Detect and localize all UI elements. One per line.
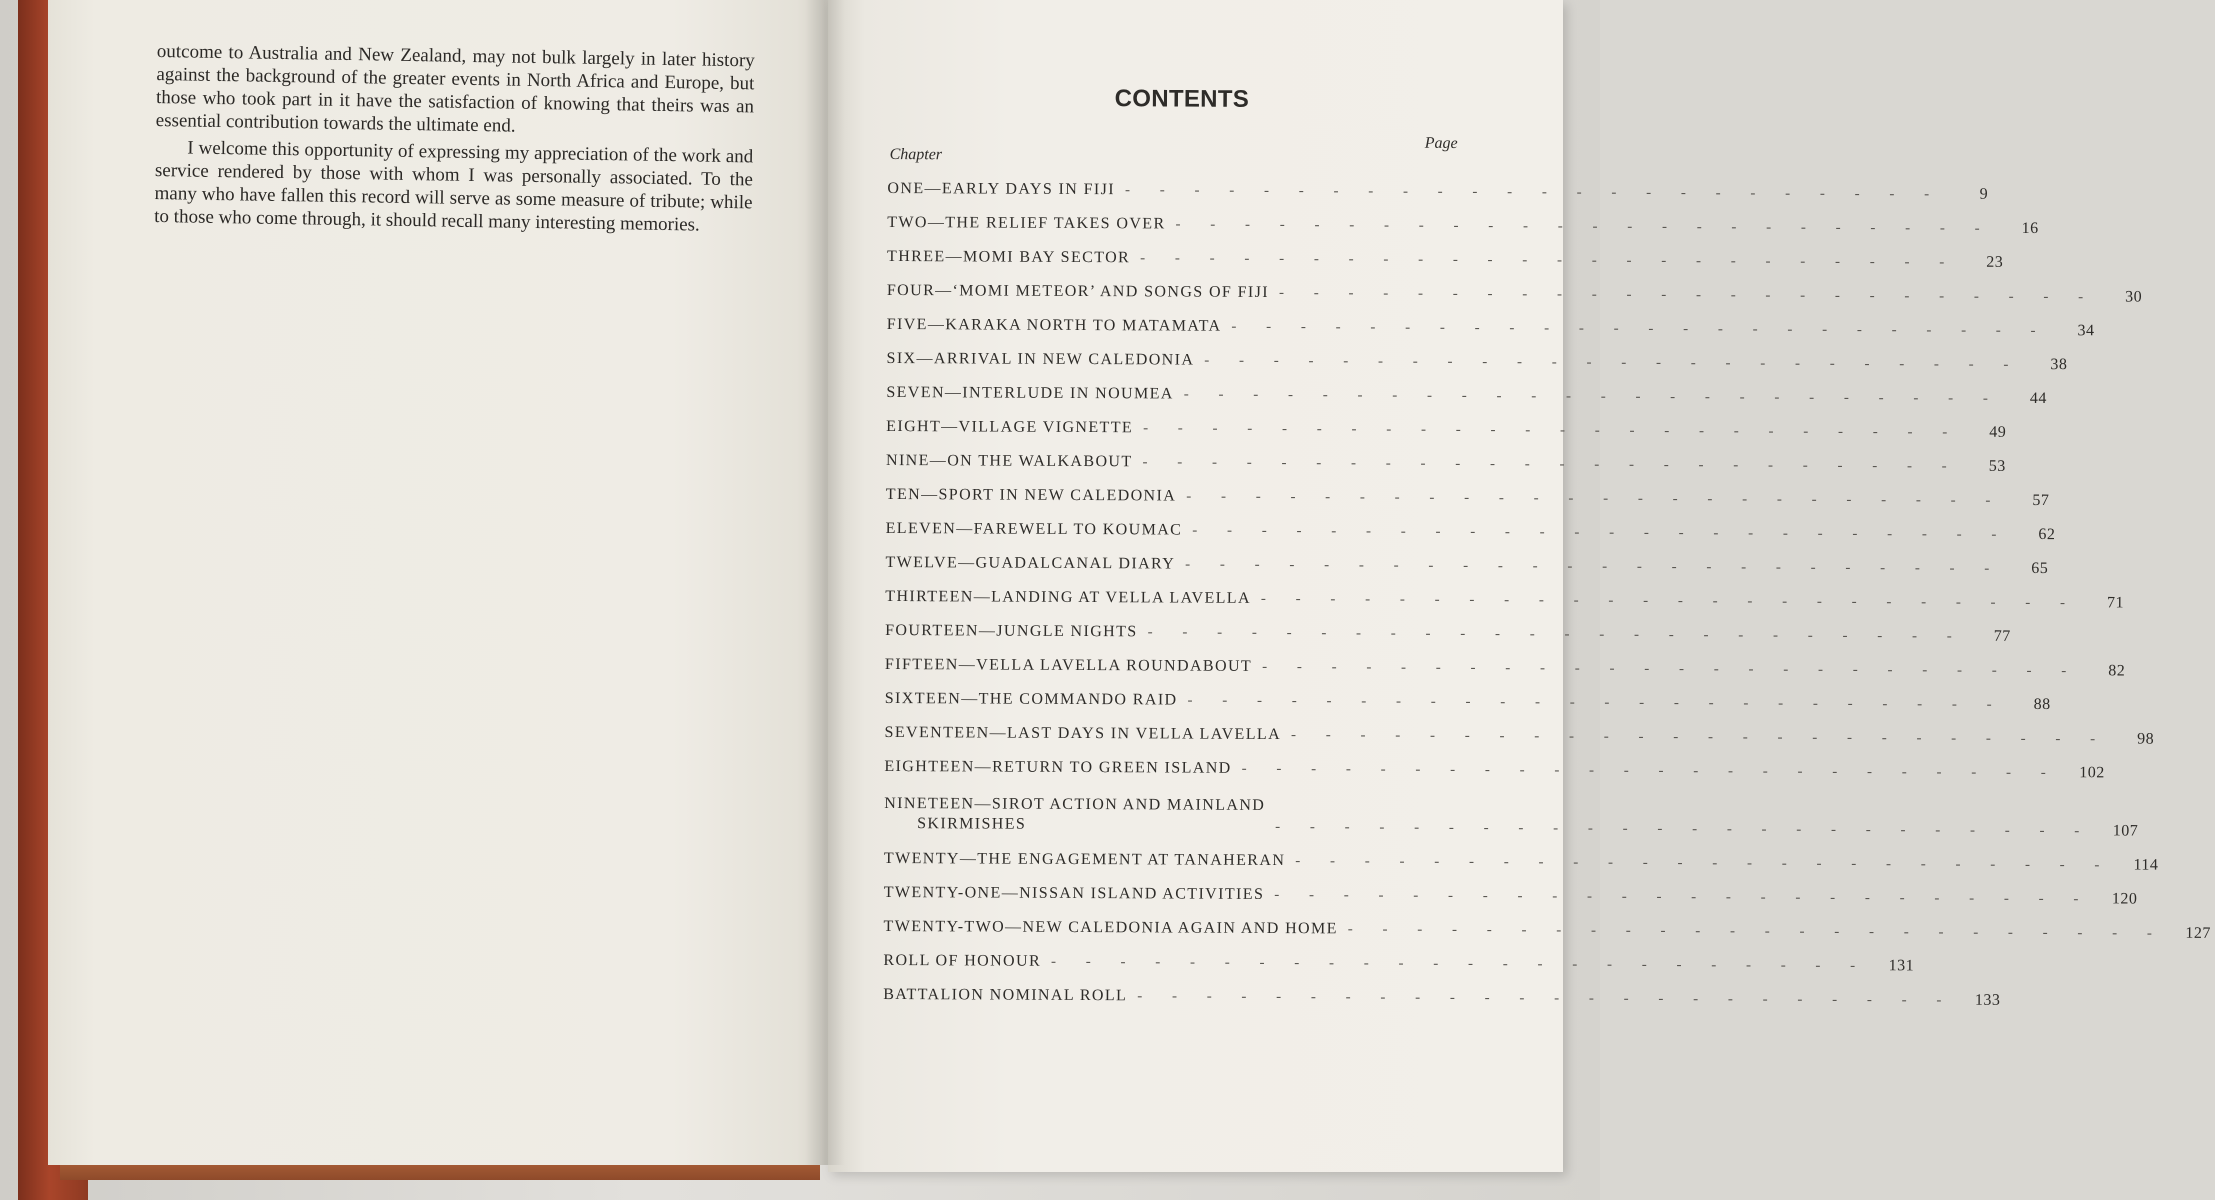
left-page-text [154, 40, 755, 237]
chapter-title [885, 554, 1175, 574]
chapter-title-line: FIFTEEN—VELLA LAVELLA ROUNDABOUT [884, 655, 1253, 675]
chapter-title [886, 384, 1174, 404]
page-number: 57 [2032, 491, 2050, 510]
contents-entry [887, 232, 2004, 271]
dot-leader: - - - - - - - - - - - - - - - - - - - - - - - - [1278, 285, 2097, 306]
page-number: 77 [1993, 627, 2011, 645]
contents-entry [885, 606, 2011, 645]
chapter-title-line: FOUR—‘MOMI METEOR’ AND SONGS OF FIJI [886, 281, 1270, 301]
chapter-title [884, 918, 1338, 938]
chapter-title [887, 180, 1115, 199]
page-number: 88 [2033, 696, 2051, 714]
contents-title: CONTENTS [1114, 85, 1250, 113]
chapter-title [887, 214, 1165, 233]
dot-leader: - - - - - - - - - - - - - - - - - - - - - - - - [1187, 692, 2005, 713]
dot-leader: - - - - - - - - - - - - - - - - - - - - - - - - [1274, 887, 2092, 908]
chapter-title [885, 656, 1252, 676]
page-number: 30 [2125, 288, 2143, 306]
page-number: 49 [1989, 423, 2007, 441]
page-number: 82 [2108, 662, 2126, 680]
chapter-title-line: TWENTY-ONE—NISSAN ISLAND ACTIVITIES [883, 883, 1265, 903]
chapter-title [885, 690, 1178, 710]
dot-leader: - - - - - - - - - - - - - - - - - - - - - - - - [1295, 853, 2113, 874]
contents-entry [885, 572, 2125, 612]
chapter-title [887, 248, 1130, 267]
contents-entry [886, 368, 2047, 408]
chapter-title-line: NINETEEN—SIROT ACTION AND MAINLAND [884, 794, 1266, 814]
page-number: 107 [2112, 822, 2139, 840]
chapter-title-line: ELEVEN—FAREWELL TO KOUMAC [885, 519, 1183, 539]
page-number: 120 [2111, 890, 2138, 908]
dot-leader: - - - - - - - - - - - - - - - - - - - - - - - - [1241, 760, 2059, 782]
contents-entry [885, 538, 2049, 578]
chapter-title-line: ONE—EARLY DAYS IN FIJI [887, 179, 1116, 199]
contents-entry [884, 640, 2126, 680]
chapter-title [886, 520, 1183, 540]
chapter-title-line: BATTALION NOMINAL ROLL [883, 985, 1128, 1005]
page-number: 133 [1974, 991, 2001, 1009]
chapter-title-line: THIRTEEN—LANDING AT VELLA LAVELLA [885, 587, 1251, 607]
chapter-title-line: TWELVE—GUADALCANAL DIARY [885, 553, 1176, 573]
chapter-title [886, 350, 1194, 370]
dot-leader: - - - - - - - - - - - - - - - - - - - - - - - - [1143, 420, 1961, 441]
contents-entry [883, 834, 2159, 874]
contents-entry [883, 936, 1915, 975]
paragraph: I welcome this opportunity of expressing my appreciation of the work and service rendered by those with whom I was personally associated. To the many who have fallen this record will serve as some measure of tribute; while to those who come through, it should recall many interesting memories. [154, 137, 754, 236]
dot-leader: - - - - - - - - - - - - - - - - - - - - - - - - [1192, 522, 2010, 543]
chapter-title-line: SKIRMISHES [917, 815, 1027, 833]
chapter-title [884, 794, 1265, 836]
chapter-title [886, 418, 1133, 437]
contents-entry [885, 436, 2006, 475]
dot-leader: - - - - - - - - - - - - - - - - - - - - - - - - [1347, 921, 2165, 942]
dot-leader: - - - - - - - - - - - - - - - - - - - - - - - - [1260, 590, 2079, 612]
page-number: 114 [2133, 856, 2159, 874]
dot-leader: - - - - - - - - - - - - - - - - - - - - - - - - [1124, 182, 1943, 203]
dot-leader: - - - - - - - - - - - - - - - - - - - - - - - - [1147, 624, 1965, 645]
dot-leader: - - - - - - - - - - - - - - - - - - - - - - - - [1231, 318, 2049, 340]
page-number: 38 [2050, 356, 2068, 374]
page-number: 44 [2029, 389, 2047, 408]
dot-leader: - - - - - - - - - - - - - - - - - - - - - - - - [1051, 953, 1869, 975]
chapter-title [885, 724, 1282, 744]
contents-entry [883, 970, 2001, 1009]
dot-leader: - - - - - - - - - - - - - - - - - - - - - - - - [1262, 658, 2080, 680]
chapter-title-line: SIX—ARRIVAL IN NEW CALEDONIA [886, 349, 1195, 369]
chapter-title-line: SEVEN—INTERLUDE IN NOUMEA [886, 383, 1174, 403]
chapter-title-line: FIVE—KARAKA NORTH TO MATAMATA [886, 315, 1222, 335]
contents-entry [886, 402, 2007, 441]
page-number: 71 [2107, 594, 2125, 612]
chapter-title [887, 282, 1269, 302]
chapter-title [884, 884, 1265, 904]
contents-column-headings [888, 134, 1458, 167]
chapter-title [885, 588, 1251, 608]
page-number: 34 [2077, 322, 2095, 340]
dot-leader: - - - - - - - - - - - - - - - - - - - - - - - - [1291, 727, 2109, 748]
page-number: 16 [2021, 219, 2039, 238]
page-number: 102 [2079, 764, 2105, 782]
chapter-title-line: TWENTY-TWO—NEW CALEDONIA AGAIN AND HOME [883, 917, 1338, 938]
contents-entry [883, 902, 2211, 942]
chapter-title-line: SIXTEEN—THE COMMANDO RAID [884, 689, 1178, 709]
contents-entry [886, 334, 2068, 374]
contents-entry [883, 868, 2138, 908]
chapter-title [883, 986, 1127, 1005]
dot-leader: - - - - - - - - - - - - - - - - - - - - - - - - [1140, 250, 1958, 271]
chapter-title-line: EIGHTEEN—RETURN TO GREEN ISLAND [884, 757, 1232, 777]
chapter-title-line: THREE—MOMI BAY SECTOR [887, 247, 1131, 267]
dot-leader: - - - - - - - - - - - - - - - - - - - - - - - - [1175, 216, 1993, 237]
chapter-title-line: FOURTEEN—JUNGLE NIGHTS [885, 621, 1138, 641]
chapter-title-line: TWENTY—THE ENGAGEMENT AT TANAHERAN [883, 849, 1286, 870]
contents-entry [886, 266, 2143, 306]
dot-leader: - - - - - - - - - - - - - - - - - - - - - - - - [1185, 556, 2003, 577]
chapter-title-line: NINE—ON THE WALKABOUT [885, 451, 1133, 471]
contents-page [883, 80, 2211, 1009]
chapter-title [883, 952, 1041, 971]
chapter-title [887, 316, 1222, 336]
dot-leader: - - - - - - - - - - - - - - - - - - - - - - - - [1183, 386, 2001, 407]
page-number: 23 [1986, 253, 2004, 271]
page-number: 53 [1988, 457, 2006, 475]
page-number: 9 [1979, 185, 1989, 203]
page-number: 98 [2137, 730, 2155, 748]
page-number: 65 [2031, 559, 2049, 578]
chapter-title [884, 758, 1231, 778]
contents-entry [885, 470, 2050, 510]
chapter-heading: Chapter [889, 146, 943, 164]
dot-leader: - - - - - - - - - - - - - - - - - - - - - - - - [1275, 819, 2093, 840]
dot-leader: - - - - - - - - - - - - - - - - - - - - - - - - [1142, 454, 1960, 475]
page-number: 62 [2038, 526, 2056, 544]
dot-leader: - - - - - - - - - - - - - - - - - - - - - - - - [1186, 488, 2004, 509]
chapter-title [886, 486, 1176, 506]
page-heading: Page [1424, 134, 1458, 152]
contents-entry [885, 504, 2056, 544]
chapter-title-line: EIGHT—VILLAGE VIGNETTE [886, 417, 1134, 437]
contents-entry [887, 164, 1989, 203]
paragraph: outcome to Australia and New Zealand, may not bulk largely in later history against the background of the greater events in North Africa and Europe, but those who took part in it have the satisfaction of knowing that theirs was an essential contribution towards the ultimate end. [155, 40, 755, 137]
page-number: 131 [1888, 957, 1915, 975]
contents-entry [884, 776, 2139, 840]
page-number: 127 [2185, 924, 2211, 942]
contents-list [883, 164, 2211, 1009]
chapter-title [884, 850, 1285, 870]
dot-leader: - - - - - - - - - - - - - - - - - - - - - - - - [1204, 352, 2022, 373]
chapter-title-line: SEVENTEEN—LAST DAYS IN VELLA LAVELLA [884, 723, 1282, 744]
chapter-title [885, 622, 1138, 641]
contents-entry [887, 198, 2039, 238]
contents-entry [884, 674, 2051, 714]
contents-entry [886, 300, 2095, 340]
dot-leader: - - - - - - - - - - - - - - - - - - - - - - - - [1137, 988, 1955, 1009]
chapter-title-line: ROLL OF HONOUR [883, 951, 1042, 970]
chapter-title [886, 452, 1133, 471]
contents-entry [884, 708, 2155, 748]
contents-entry [884, 742, 2105, 782]
chapter-title-line: TEN—SPORT IN NEW CALEDONIA [885, 485, 1177, 505]
book-gutter [805, 0, 845, 1165]
chapter-title-line: TWO—THE RELIEF TAKES OVER [887, 213, 1166, 233]
